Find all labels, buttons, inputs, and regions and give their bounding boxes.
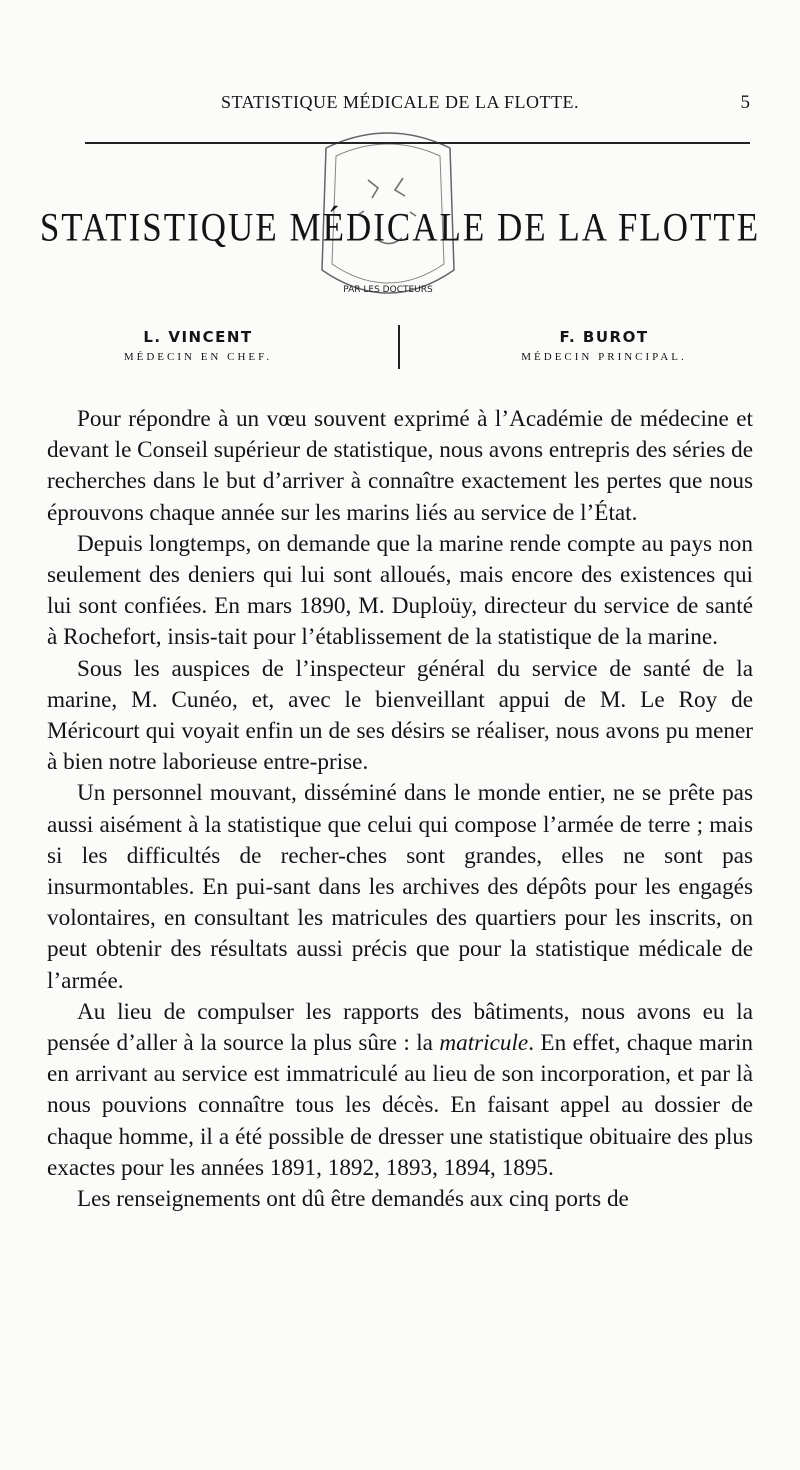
paragraph: Sous les auspices de l’inspecteur général du service de santé de la marine, M. Cunéo, et, avec le bienveillant appui de M. Le Roy de Méricourt qui voyait enfin un de ses désirs se réaliser, nous avons pu mener à bien notre laborieuse entre-prise.	[47, 655, 753, 776]
emphasized-term: matricule	[439, 1030, 529, 1057]
paragraph: Pour répondre à un vœu souvent exprimé à l’Académie de médecine et devant le Conseil supérieur de statistique, nous avons entrepris des séries de recherches dans le but d’arriver à connaître exactement les pertes que nous éprouvons chaque année sur les marins liés au service de l’État.	[47, 406, 753, 526]
paragraph: Un personnel mouvant, disséminé dans le monde entier, ne se prête pas aussi aisément à la statistique que celui qui compose l’armée de terre ; mais si les difficultés de recher-ches sont grandes, elles ne sont pas insurmontables. En pui-sant dans les archives des dépôts pour les engagés volontaires, en consultant les matricules des quartiers pour les inscrits, on peut obtenir des résultats aussi précis que pour la statistique médicale de l’armée.	[47, 780, 753, 994]
authors-divider	[398, 325, 400, 369]
author-burot	[454, 328, 754, 363]
stamp-text: PAR LES DOCTEURS	[343, 285, 433, 295]
body-text	[47, 404, 753, 1215]
paragraph: Au lieu de compulser les rapports des bâtiments, nous avons eu la pensée d’aller à la source la plus sûre : la matricule. En effet, chaque marin en arrivant au service est immatriculé au lieu de son incorporation, et par là nous pouvions connaître tous les décès. En faisant appel au dossier de chaque homme, il a été possible de dresser une statistique obituaire des plus exactes pour les années 1891, 1892, 1893, 1894, 1895.	[47, 998, 753, 1181]
paragraph: Les renseignements ont dû être demandés aux cinq ports de	[77, 1186, 629, 1213]
page-number: 5	[740, 92, 750, 113]
author-vincent	[48, 328, 348, 363]
author-name: L. VINCENT	[143, 328, 253, 346]
running-title: STATISTIQUE MÉDICALE DE LA FLOTTE.	[220, 92, 580, 112]
author-name: F. BUROT	[559, 328, 649, 346]
author-title: MÉDECIN PRINCIPAL.	[521, 351, 687, 363]
main-title: STATISTIQUE MÉDICALE DE LA FLOTTE	[39, 205, 761, 250]
paragraph: Depuis longtemps, on demande que la marine rende compte au pays non seulement des deniers qui lui sont alloués, mais encore des existences qui lui sont confiées. En mars 1890, M. Duploüy, directeur du service de santé à Rochefort, insis-tait pour l’établissement de la statistique de la marine.	[47, 530, 753, 651]
author-title: MÉDECIN EN CHEF.	[123, 351, 273, 363]
running-head	[0, 92, 800, 118]
